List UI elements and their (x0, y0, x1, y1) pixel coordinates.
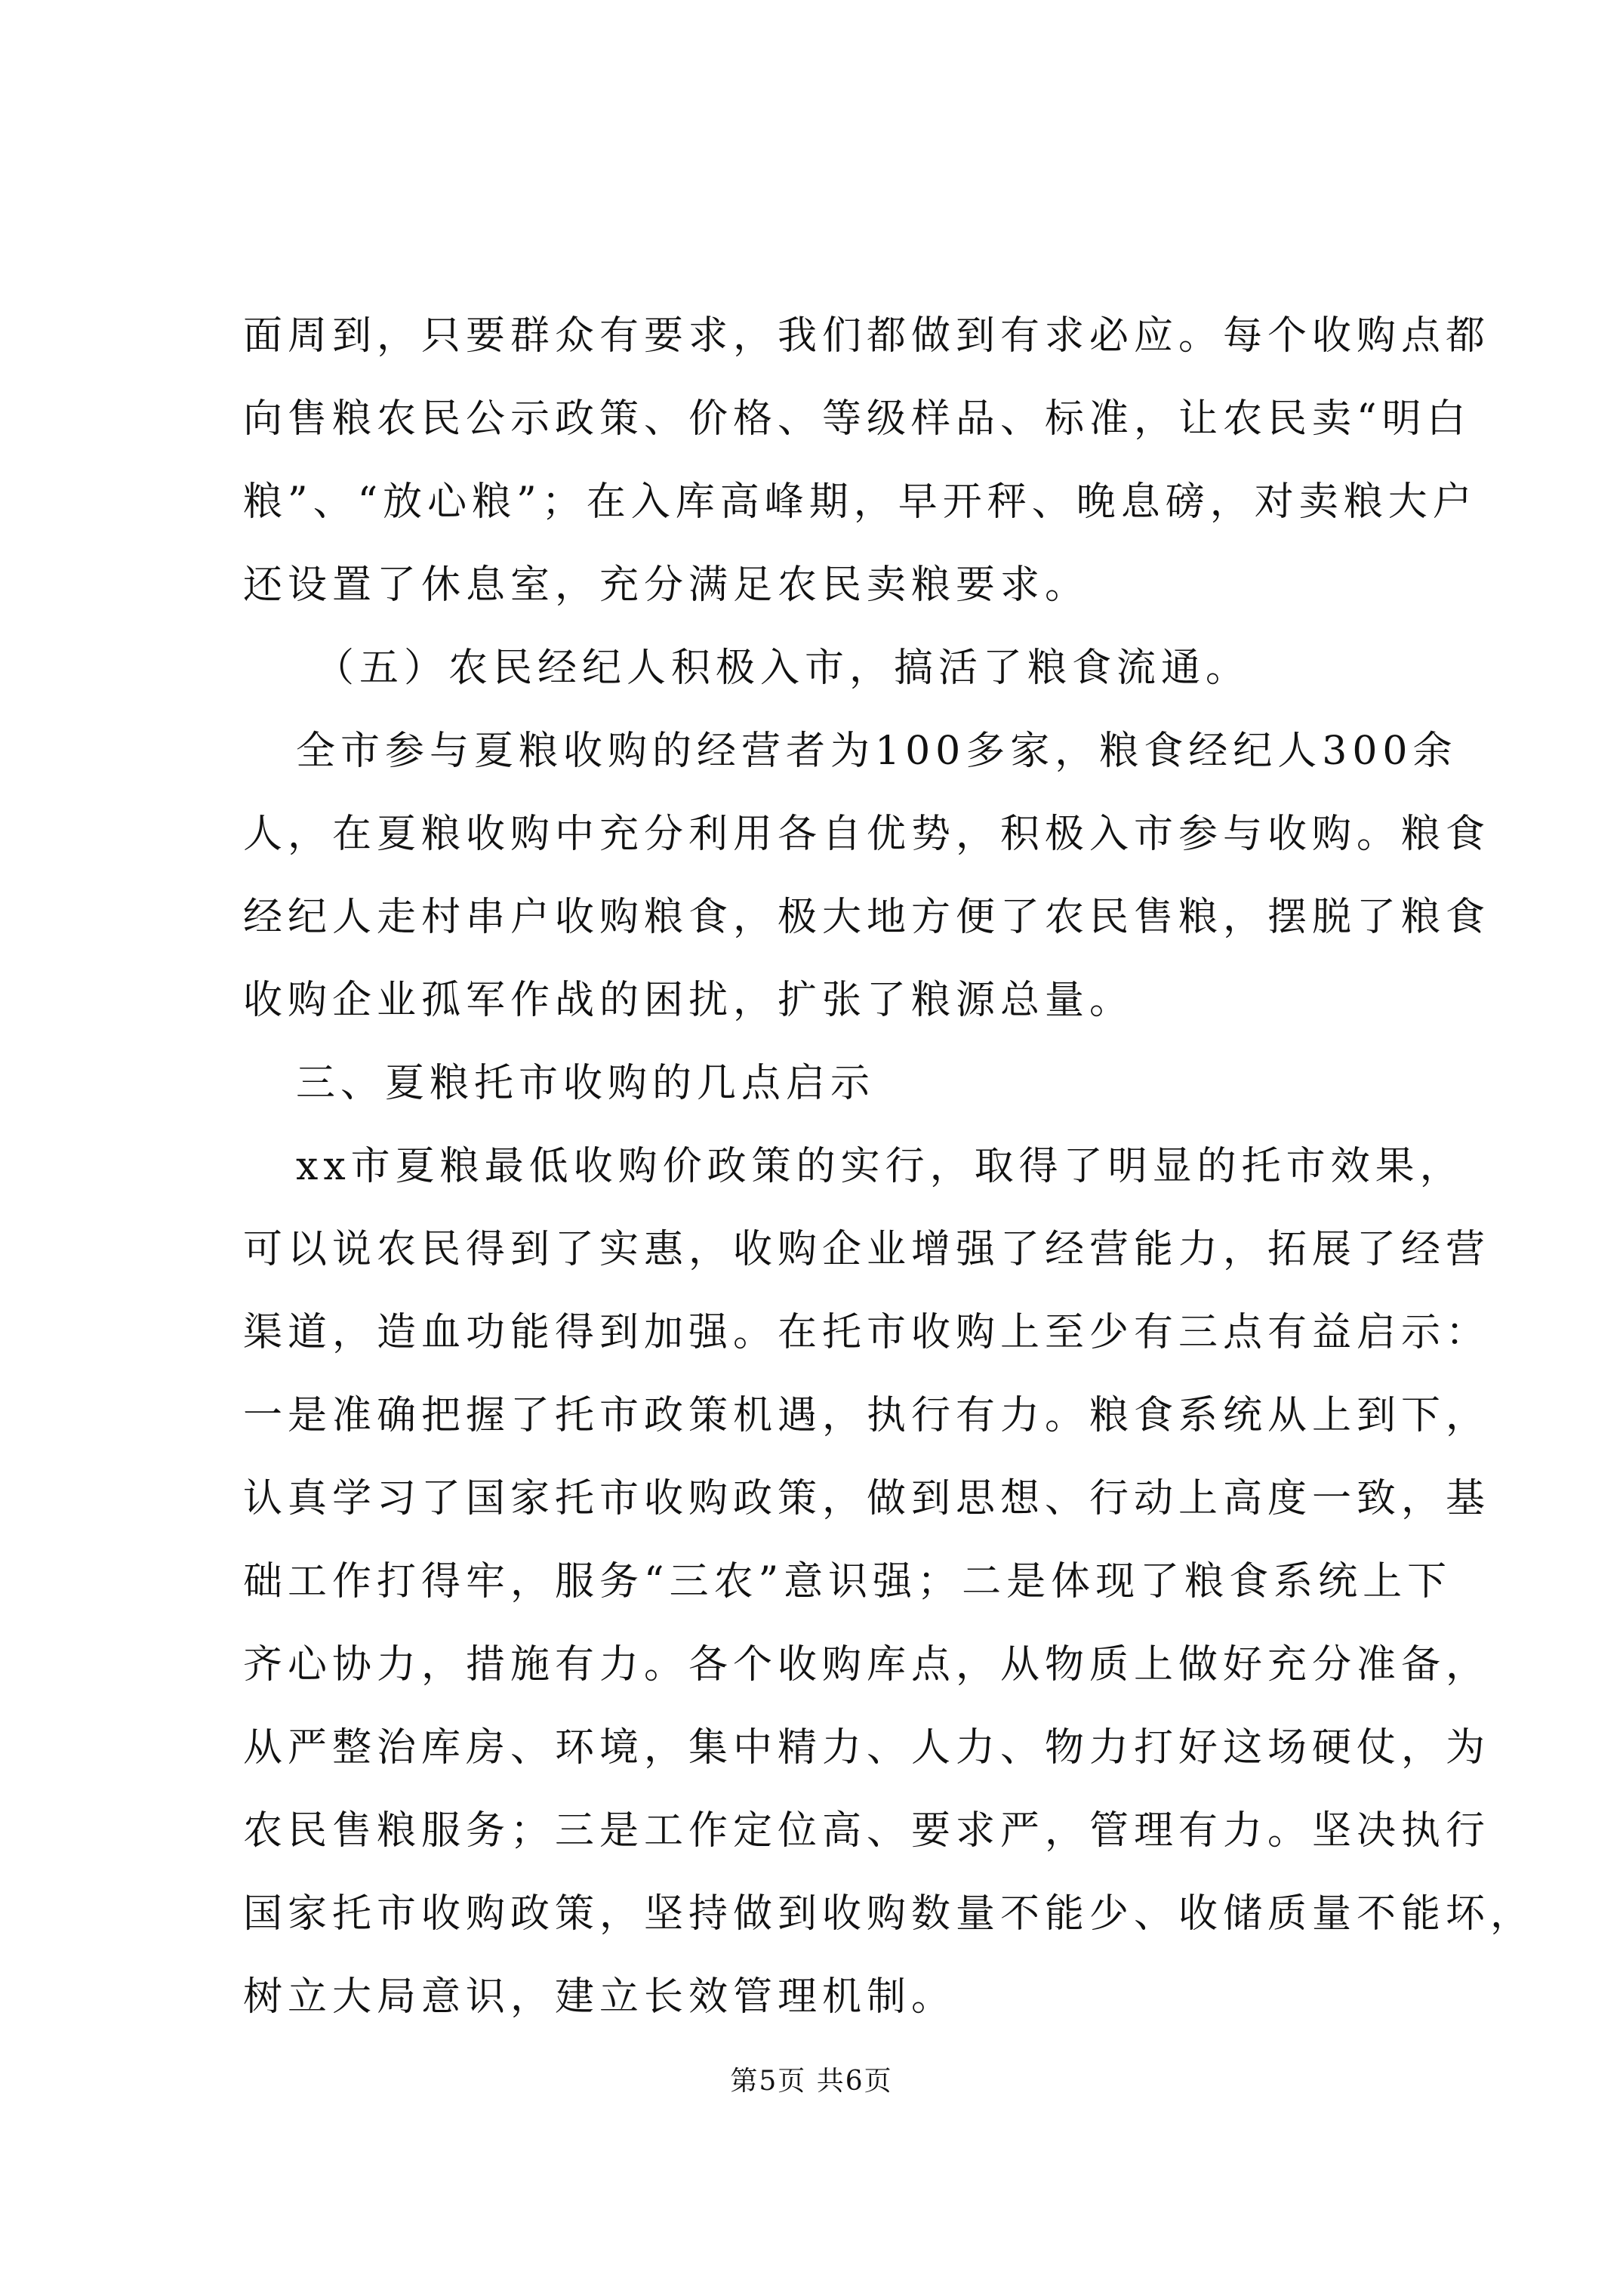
body-line: 收购企业孤军作战的困扰，扩张了粮源总量。 (243, 978, 1135, 1023)
body-line: 人，在夏粮收购中充分利用各自优势，积极入市参与收购。粮食 (243, 812, 1491, 857)
body-line: 础工作打得牢，服务“三农”意识强；二是体现了粮食系统上下 (243, 1559, 1452, 1604)
body-line: xx市夏粮最低收购价政策的实行，取得了明显的托市效果， (296, 1144, 1464, 1189)
body-line: 面周到，只要群众有要求，我们都做到有求必应。每个收购点都 (243, 313, 1491, 359)
document-body (243, 294, 1535, 2039)
body-line: 还设置了休息室，充分满足农民卖粮要求。 (243, 562, 1090, 608)
body-line: 一是准确把握了托市政策机遇，执行有力。粮食系统从上到下， (243, 1393, 1491, 1438)
section-heading: 三、夏粮托市收购的几点启示 (296, 1061, 876, 1106)
body-line: 粮”、“放心粮”；在入库高峰期，早开秤、晚息磅，对卖粮大户 (243, 479, 1477, 525)
page-number-footer: 第5页 共6页 (730, 2066, 893, 2097)
body-line: 认真学习了国家托市收购政策，做到思想、行动上高度一致，基 (243, 1476, 1491, 1521)
body-line: 向售粮农民公示政策、价格、等级样品、标准，让农民卖“明白 (243, 396, 1471, 442)
body-line: 齐心协力，措施有力。各个收购库点，从物质上做好充分准备， (243, 1642, 1491, 1687)
body-line: 可以说农民得到了实惠，收购企业增强了经营能力，拓展了经营 (243, 1227, 1491, 1272)
body-line: 经纪人走村串户收购粮食，极大地方便了农民售粮，摆脱了粮食 (243, 895, 1491, 940)
body-line: 从严整治库房、环境，集中精力、人力、物力打好这场硬仗，为 (243, 1725, 1491, 1771)
body-line: 全市参与夏粮收购的经营者为100多家，粮食经纪人300余 (296, 729, 1458, 774)
body-line: 渠道，造血功能得到加强。在托市收购上至少有三点有益启示： (243, 1310, 1491, 1355)
body-line: 国家托市收购政策，坚持做到收购数量不能少、收储质量不能坏， (243, 1891, 1535, 1937)
section-heading: （五）农民经纪人积极入市，搞活了粮食流通。 (315, 646, 1251, 691)
body-line: 树立大局意识，建立长效管理机制。 (243, 1974, 956, 2020)
body-line: 农民售粮服务；三是工作定位高、要求严，管理有力。坚决执行 (243, 1808, 1491, 1854)
